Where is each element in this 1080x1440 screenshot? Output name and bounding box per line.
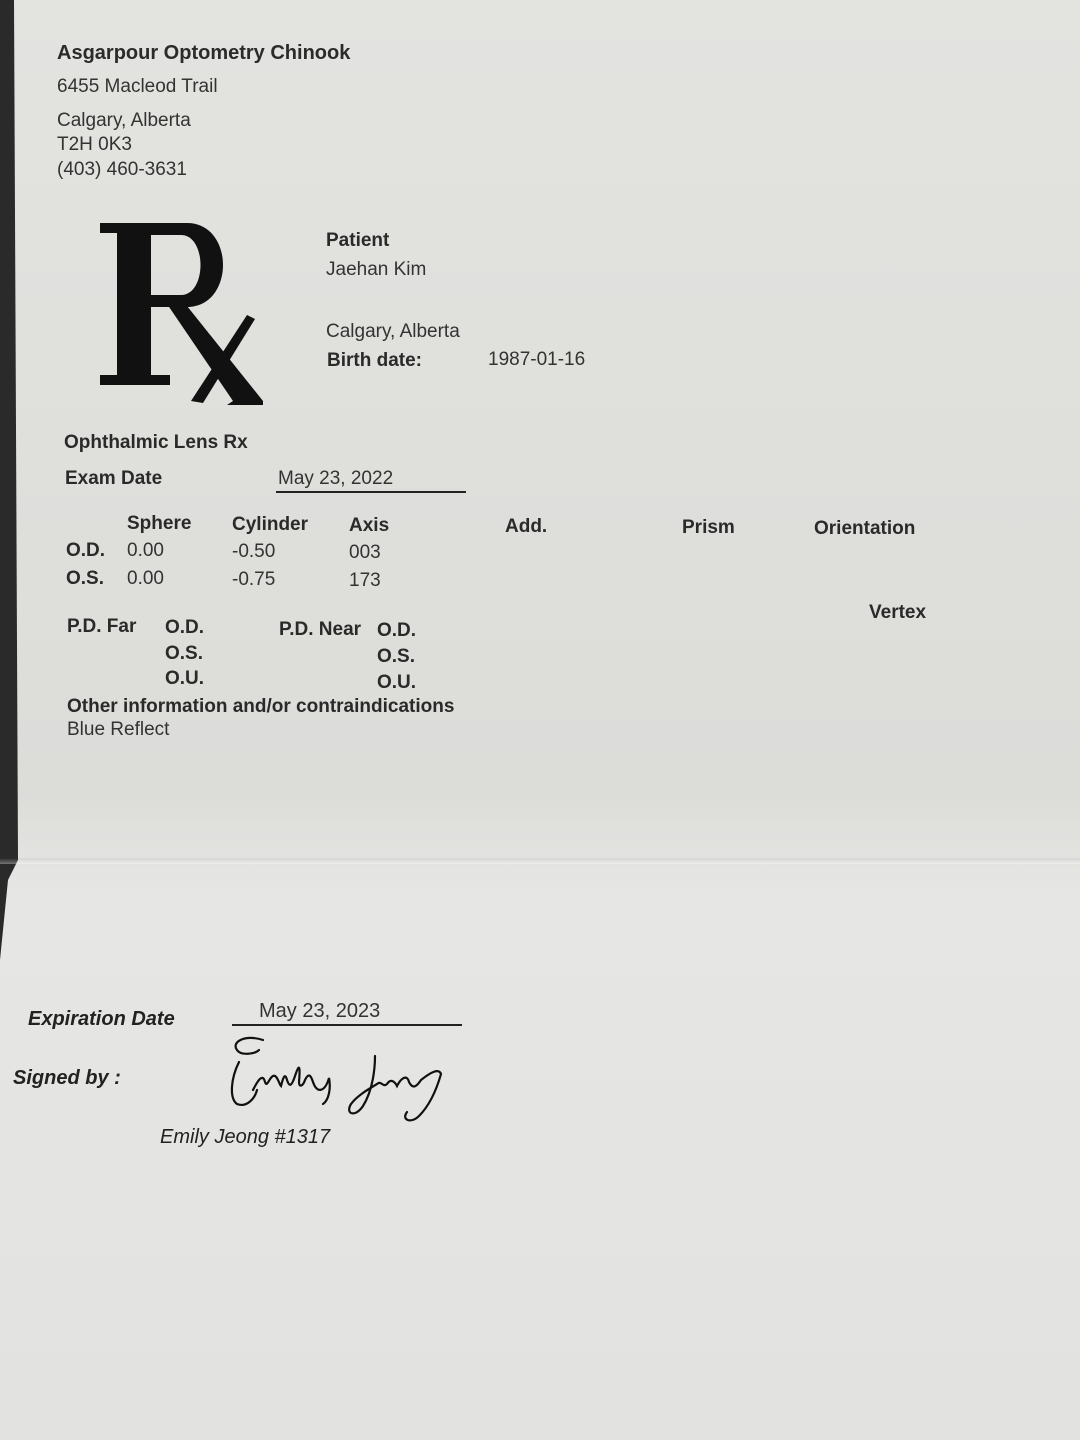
exam-date-value: May 23, 2022	[278, 468, 394, 489]
pd-far-ou: O.U.	[165, 668, 205, 689]
patient-name: Jaehan Kim	[326, 259, 427, 280]
birth-date-value: 1987-01-16	[488, 349, 586, 370]
pd-far-od: O.D.	[165, 617, 205, 638]
expiration-underline	[232, 1024, 462, 1026]
row-od-sphere: 0.00	[127, 540, 164, 561]
patient-city: Calgary, Alberta	[326, 321, 460, 342]
clinic-phone: (403) 460-3631	[57, 159, 187, 180]
other-info-value: Blue Reflect	[67, 719, 170, 740]
header-add: Add.	[505, 516, 548, 537]
pd-near-od: O.D.	[377, 620, 417, 641]
header-prism: Prism	[682, 517, 735, 538]
clinic-street: 6455 Macleod Trail	[57, 76, 218, 97]
patient-label: Patient	[326, 230, 390, 251]
pd-far-os: O.S.	[165, 643, 204, 664]
header-orientation: Orientation	[814, 518, 916, 539]
paper-fold	[0, 858, 1080, 864]
row-os-cylinder: -0.75	[232, 569, 276, 590]
header-cylinder: Cylinder	[232, 514, 309, 535]
signed-by-label: Signed by :	[13, 1067, 121, 1089]
exam-date-underline	[276, 491, 466, 493]
clinic-postal: T2H 0K3	[57, 134, 132, 155]
row-os-eye: O.S.	[66, 568, 105, 589]
header-axis: Axis	[349, 515, 390, 536]
header-sphere: Sphere	[127, 513, 192, 534]
signer-name: Emily Jeong #1317	[160, 1126, 331, 1148]
vertex-label: Vertex	[869, 602, 927, 623]
pd-near-os: O.S.	[377, 646, 416, 667]
pd-far-label: P.D. Far	[67, 616, 137, 637]
birth-date-label: Birth date:	[327, 350, 422, 371]
row-os-axis: 173	[349, 570, 381, 591]
section-title: Ophthalmic Lens Rx	[64, 432, 248, 453]
expiration-date: May 23, 2023	[259, 1000, 381, 1022]
other-info-label: Other information and/or contraindications	[67, 696, 455, 717]
clinic-city: Calgary, Alberta	[57, 110, 191, 131]
pd-near-ou: O.U.	[377, 672, 417, 693]
clinic-name: Asgarpour Optometry Chinook	[57, 42, 351, 64]
signature-image	[225, 1028, 455, 1123]
exam-date-label: Exam Date	[65, 468, 163, 489]
rx-logo-icon	[95, 205, 270, 410]
pd-near-label: P.D. Near	[279, 619, 362, 640]
row-od-eye: O.D.	[66, 540, 106, 561]
row-os-sphere: 0.00	[127, 568, 164, 589]
expiration-label: Expiration Date	[28, 1008, 175, 1030]
row-od-cylinder: -0.50	[232, 541, 276, 562]
row-od-axis: 003	[349, 542, 381, 563]
